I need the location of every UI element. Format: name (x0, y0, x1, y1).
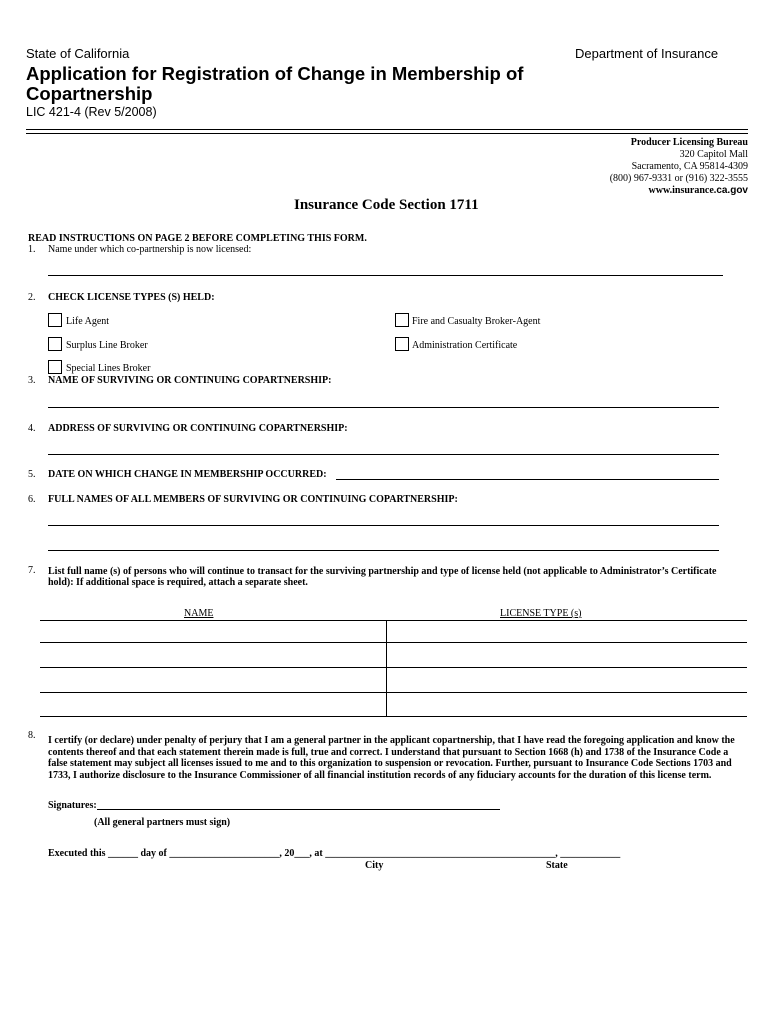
q5-answer-line[interactable] (336, 479, 719, 480)
q7-number: 7. (28, 565, 36, 576)
bureau-web-suffix: ca.gov (716, 185, 748, 196)
fire-casualty-checkbox[interactable] (395, 313, 409, 327)
certification-line-3: false statement may subject all licenses issued to me and to this organization to suspension or revocation. Further, pursuant to Insurance Code Sections 1703 and (48, 758, 732, 769)
q4-number: 4. (28, 423, 36, 434)
surplus-line-label: Surplus Line Broker (66, 340, 148, 351)
q7-text-line1: List full name (s) of persons who will continue to transact for the surviving partnership and type of license held (not applicable to Administrator’s Certificate (48, 566, 717, 577)
state-caption: State (546, 860, 568, 871)
life-agent-checkbox[interactable] (48, 313, 62, 327)
q4-label: ADDRESS OF SURVIVING OR CONTINUING COPARTNERSHIP: (48, 423, 348, 434)
city-caption: City (365, 860, 384, 871)
certification-line-4: 1733, I authorize disclosure to the Insurance Commissioner of all financial institution records of any fiduciary accounts for the duration of this license term. (48, 769, 712, 781)
table-row-line-5 (40, 716, 747, 717)
certification-text (48, 735, 735, 781)
bureau-phone: (800) 967-9331 or (916) 322-3555 (609, 173, 748, 184)
q6-label: FULL NAMES OF ALL MEMBERS OF SURVIVING OR CONTINUING COPARTNERSHIP: (48, 494, 458, 505)
name-cell-1[interactable] (40, 621, 386, 641)
department-label: Department of Insurance (575, 46, 719, 61)
bureau-street: 320 Capitol Mall (679, 149, 748, 160)
q3-number: 3. (28, 375, 36, 386)
state-label: State of California (26, 46, 130, 61)
form-title-line2: Copartnership (26, 83, 153, 104)
special-lines-label: Special Lines Broker (66, 363, 151, 374)
q6-answer-line-1[interactable] (48, 525, 719, 526)
name-cell-2[interactable] (40, 643, 386, 666)
instructions: READ INSTRUCTIONS ON PAGE 2 BEFORE COMPLETING THIS FORM. (28, 233, 367, 244)
header-rule-top (26, 129, 748, 130)
license-cell-1[interactable] (387, 621, 747, 641)
header-rule-bottom (26, 133, 748, 134)
q1-answer-line[interactable] (48, 275, 723, 276)
license-cell-3[interactable] (387, 668, 747, 691)
q1-label: Name under which co-partnership is now licensed: (48, 244, 252, 255)
q3-label: NAME OF SURVIVING OR CONTINUING COPARTNERSHIP: (48, 375, 332, 386)
admin-cert-label: Administration Certificate (412, 340, 518, 351)
bureau-city: Sacramento, CA 95814-4309 (631, 161, 748, 172)
admin-cert-checkbox[interactable] (395, 337, 409, 351)
license-cell-2[interactable] (387, 643, 747, 666)
column-header-name: NAME (184, 608, 214, 619)
bureau-website (448, 185, 748, 197)
signature-note: (All general partners must sign) (94, 817, 231, 828)
signature-line[interactable] (97, 809, 500, 810)
special-lines-checkbox[interactable] (48, 360, 62, 374)
signatures-label: Signatures: (48, 800, 97, 811)
q1-number: 1. (28, 244, 36, 255)
license-cell-4[interactable] (387, 693, 747, 715)
form-number: LIC 421-4 (Rev 5/2008) (26, 105, 157, 119)
surplus-line-checkbox[interactable] (48, 337, 62, 351)
q4-answer-line[interactable] (48, 454, 719, 455)
section-title: Insurance Code Section 1711 (294, 197, 479, 213)
q5-label: DATE ON WHICH CHANGE IN MEMBERSHIP OCCURRED: (48, 469, 327, 480)
column-header-license: LICENSE TYPE (s) (500, 608, 582, 619)
q2-number: 2. (28, 292, 36, 303)
q5-number: 5. (28, 469, 36, 480)
life-agent-label: Life Agent (66, 316, 110, 327)
q8-number: 8. (28, 730, 36, 741)
q3-answer-line[interactable] (48, 407, 719, 408)
bureau-address (448, 137, 748, 197)
fire-casualty-label: Fire and Casualty Broker-Agent (412, 316, 541, 327)
q6-number: 6. (28, 494, 36, 505)
name-cell-4[interactable] (40, 693, 386, 715)
executed-line[interactable]: Executed this ______ day of ______________________, 20___, at ______________________________________________, ____________ (48, 848, 621, 859)
name-cell-3[interactable] (40, 668, 386, 691)
q6-answer-line-2[interactable] (48, 550, 719, 551)
form-title-line1: Application for Registration of Change in Membership of (26, 63, 524, 84)
bureau-name: Producer Licensing Bureau (630, 137, 748, 148)
certification-line-2: contents thereof and that each statement therein made is full, true and correct. I understand that pursuant to Section 1668 (h) and 1738 of the Insurance Code a (48, 746, 729, 758)
q2-label: CHECK LICENSE TYPES (S) HELD: (48, 292, 215, 303)
certification-line-1: I certify (or declare) under penalty of perjury that I am a general partner in the applicant copartnership, that I have read the foregoing application and know the (48, 735, 735, 746)
bureau-web-prefix: www.insurance. (648, 185, 717, 196)
q7-text-line2: hold): If additional space is required, attach a separate sheet. (48, 577, 308, 588)
